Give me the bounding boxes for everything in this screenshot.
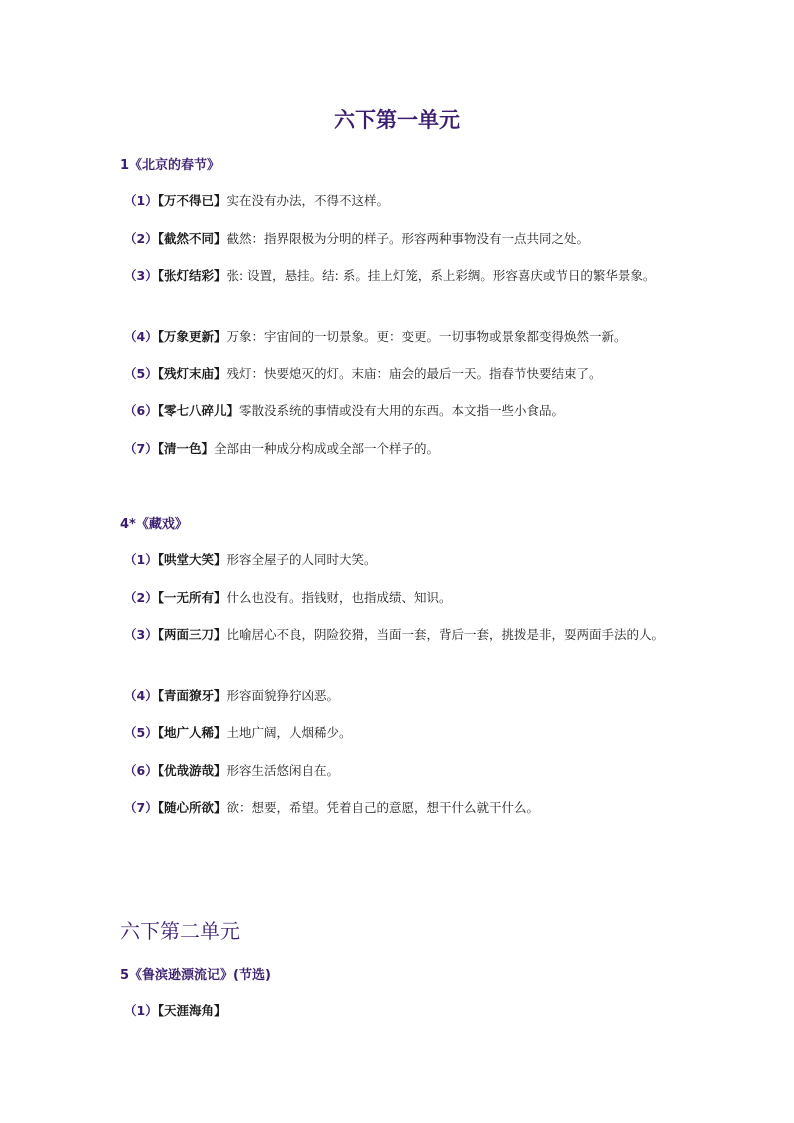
- entry-term: 【哄堂大笑】: [157, 552, 227, 567]
- entry-number: （4）: [124, 329, 158, 344]
- entry-term: 【优哉游哉】: [157, 763, 227, 778]
- entry-definition: 实在没有办法，不得不这样。: [226, 193, 389, 208]
- entry-number: （7）: [124, 800, 158, 815]
- entry-number: （7）: [124, 441, 158, 456]
- vocab-entry: [120, 549, 680, 570]
- entry-term: 【万象更新】: [157, 329, 227, 344]
- entry-definition: 土地广阔，人烟稀少。: [226, 725, 352, 740]
- entry-term: 【张灯结彩】: [157, 268, 227, 283]
- entry-number: （2）: [124, 231, 158, 246]
- entry-number: （6）: [124, 403, 158, 418]
- entry-term: 【两面三刀】: [157, 627, 227, 642]
- entry-term: 【零七八碎儿】: [157, 403, 239, 418]
- entry-definition: 张: 设置，悬挂。结: 系。挂上灯笼，系上彩绸。形容喜庆或节日的繁华景象。: [226, 268, 656, 283]
- vocab-entry: [120, 587, 680, 608]
- entry-term: 【地广人稀】: [157, 725, 227, 740]
- unit-title-1: 六下第一单元: [334, 107, 460, 132]
- vocab-entry: [120, 722, 680, 743]
- entry-number: （4）: [124, 688, 158, 703]
- entry-term: 【万不得已】: [157, 193, 227, 208]
- lesson-title-robinson-crusoe: 5《鲁滨逊漂流记》(节选): [120, 968, 271, 983]
- entry-definition: 形容生活悠闲自在。: [226, 763, 339, 778]
- entry-number: （3）: [124, 627, 158, 642]
- entry-definition: 截然：指界限极为分明的样子。形容两种事物没有一点共同之处。: [226, 231, 589, 246]
- entry-term: 【青面獠牙】: [157, 688, 227, 703]
- vocab-entry: [120, 1000, 680, 1021]
- entry-definition: 全部由一种成分构成或全部一个样子的。: [213, 441, 439, 456]
- entry-definition: 万象：宇宙间的一切景象。更：变更。一切事物或景象都变得焕然一新。: [226, 329, 627, 344]
- entry-number: （5）: [124, 366, 158, 381]
- lesson-title-beijing-spring-festival: 1《北京的春节》: [120, 158, 221, 173]
- vocab-entry: [120, 228, 680, 249]
- entry-term: 【一无所有】: [157, 590, 227, 605]
- entry-number: （1）: [124, 1003, 158, 1018]
- entry-number: （1）: [124, 193, 158, 208]
- entry-number: （3）: [124, 268, 158, 283]
- vocab-entry: [120, 363, 680, 384]
- entry-number: （6）: [124, 763, 158, 778]
- entry-term: 【截然不同】: [157, 231, 227, 246]
- entry-definition: 残灯：快要熄灭的灯。末庙：庙会的最后一天。指春节快要结束了。: [226, 366, 602, 381]
- entry-definition: 什么也没有。指钱财，也指成绩、知识。: [226, 590, 452, 605]
- entry-definition: 比喻居心不良，阴险狡猾，当面一套，背后一套，挑拨是非，耍两面手法的人。: [226, 627, 664, 642]
- vocab-entry: [120, 797, 680, 818]
- entry-term: 【清一色】: [157, 441, 214, 456]
- entry-number: （2）: [124, 590, 158, 605]
- entry-definition: 形容全屋子的人同时大笑。: [226, 552, 377, 567]
- entry-definition: 欲：想要，希望。凭着自己的意愿，想干什么就干什么。: [226, 800, 539, 815]
- entry-term: 【残灯末庙】: [157, 366, 227, 381]
- vocab-entry: [120, 400, 680, 421]
- lesson-title-tibetan-opera: 4*《藏戏》: [120, 517, 188, 532]
- vocab-entry: [120, 685, 680, 706]
- entry-term: 【随心所欲】: [157, 800, 227, 815]
- entry-definition: 零散没系统的事情或没有大用的东西。本文指一些小食品。: [238, 403, 564, 418]
- vocab-entry: [120, 326, 680, 347]
- vocab-entry: [120, 438, 680, 459]
- vocab-entry: [120, 190, 680, 211]
- entry-definition: 形容面貌狰狞凶恶。: [226, 688, 339, 703]
- vocab-entry: [120, 760, 680, 781]
- unit-title-2: 六下第二单元: [120, 919, 240, 943]
- vocab-entry: [120, 265, 680, 286]
- entry-term: 【天涯海角】: [157, 1003, 227, 1018]
- entry-number: （5）: [124, 725, 158, 740]
- entry-number: （1）: [124, 552, 158, 567]
- vocab-entry: [120, 624, 680, 645]
